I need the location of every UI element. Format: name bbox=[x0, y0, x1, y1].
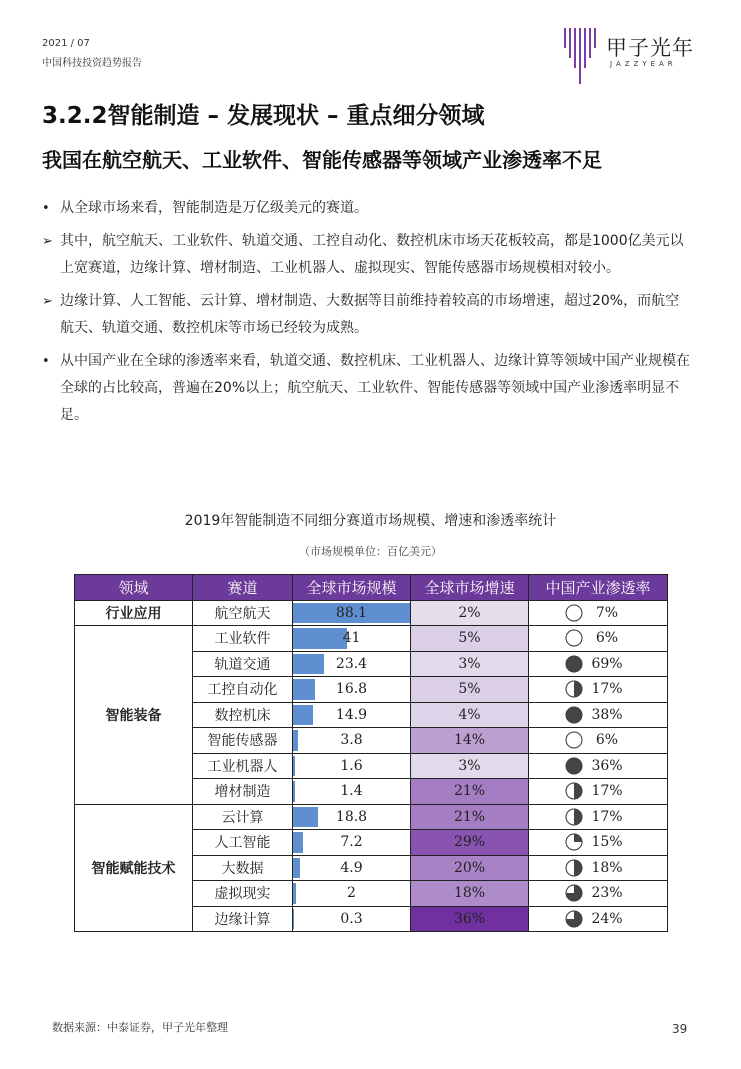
penetration-value: 69% bbox=[591, 655, 623, 672]
size-bar bbox=[293, 756, 295, 777]
growth-cell bbox=[411, 677, 529, 703]
harvey-ball-icon bbox=[565, 629, 583, 647]
header-growth: 全球市场增速 bbox=[411, 575, 529, 601]
report-date: 2021 / 07 bbox=[42, 38, 90, 49]
page-title: 3.2.2智能制造 – 发展现状 – 重点细分领域 bbox=[42, 103, 485, 129]
harvey-ball-icon bbox=[565, 859, 583, 877]
penetration-value: 17% bbox=[591, 808, 623, 825]
size-value: 3.8 bbox=[340, 732, 363, 749]
harvey-ball-icon bbox=[565, 604, 583, 622]
growth-cell bbox=[411, 728, 529, 754]
penetration-cell bbox=[529, 728, 668, 754]
growth-value: 4% bbox=[458, 706, 481, 723]
harvey-ball-icon bbox=[565, 655, 583, 673]
track-cell: 工控自动化 bbox=[193, 677, 293, 703]
penetration-value: 6% bbox=[595, 630, 619, 647]
track-cell: 航空航天 bbox=[193, 600, 293, 626]
bullet-item bbox=[42, 228, 692, 282]
harvey-ball-icon bbox=[565, 808, 583, 826]
track-cell: 边缘计算 bbox=[193, 906, 293, 932]
harvey-ball-icon bbox=[565, 680, 583, 698]
penetration-value: 24% bbox=[591, 910, 623, 927]
size-cell bbox=[293, 626, 411, 652]
track-cell: 云计算 bbox=[193, 804, 293, 830]
logo-bars-icon bbox=[562, 24, 602, 84]
harvey-ball-icon bbox=[565, 731, 583, 749]
size-cell bbox=[293, 779, 411, 805]
penetration-cell bbox=[529, 702, 668, 728]
penetration-value: 23% bbox=[591, 885, 623, 902]
bullet-marker: • bbox=[42, 201, 50, 216]
growth-value: 2% bbox=[458, 604, 481, 621]
bullet-item bbox=[42, 348, 692, 429]
growth-cell bbox=[411, 626, 529, 652]
size-bar bbox=[293, 730, 298, 751]
track-cell: 轨道交通 bbox=[193, 651, 293, 677]
bullet-text: 其中，航空航天、工业软件、轨道交通、工控自动化、数控机床市场天花板较高，都是1000亿美元以上宽赛道，边缘计算、增材制造、工业机器人、虚拟现实、智能传感器市场规模相对较小。 bbox=[60, 233, 684, 276]
size-cell bbox=[293, 753, 411, 779]
penetration-value: 17% bbox=[591, 681, 623, 698]
report-name: 中国科技投资趋势报告 bbox=[42, 58, 142, 69]
table-unit: （市场规模单位：百亿美元） bbox=[299, 545, 442, 558]
penetration-value: 7% bbox=[595, 604, 619, 621]
growth-cell bbox=[411, 881, 529, 907]
penetration-value: 6% bbox=[595, 732, 619, 749]
bullet-list bbox=[42, 195, 692, 435]
size-value: 2 bbox=[347, 885, 356, 902]
penetration-cell bbox=[529, 855, 668, 881]
size-value: 7.2 bbox=[340, 834, 363, 851]
size-bar bbox=[293, 654, 324, 675]
size-cell bbox=[293, 651, 411, 677]
domain-cell: 行业应用 bbox=[75, 600, 193, 626]
bullet-text: 从中国产业在全球的渗透率来看，轨道交通、数控机床、工业机器人、边缘计算等领域中国产业规模在全球的占比较高，普遍在20%以上；航空航天、工业软件、智能传感器等领域中国产业渗透率明显不足。 bbox=[60, 353, 690, 423]
bullet-text: 边缘计算、人工智能、云计算、增材制造、大数据等目前维持着较高的市场增速，超过20%，而航空航天、轨道交通、数控机床等市场已经较为成熟。 bbox=[60, 293, 680, 336]
size-bar bbox=[293, 832, 303, 853]
penetration-value: 17% bbox=[591, 783, 623, 800]
table-row bbox=[75, 600, 668, 626]
size-bar bbox=[293, 679, 315, 700]
size-bar bbox=[293, 883, 296, 904]
header-track: 赛道 bbox=[193, 575, 293, 601]
bullet-marker: ➢ bbox=[42, 294, 53, 309]
header-domain: 领域 bbox=[75, 575, 193, 601]
growth-cell bbox=[411, 830, 529, 856]
size-cell bbox=[293, 830, 411, 856]
growth-value: 36% bbox=[453, 910, 486, 927]
size-cell bbox=[293, 728, 411, 754]
domain-cell: 智能赋能技术 bbox=[75, 804, 193, 932]
harvey-ball-icon bbox=[565, 884, 583, 902]
growth-value: 14% bbox=[453, 732, 486, 749]
header-penetration: 中国产业渗透率 bbox=[529, 575, 668, 601]
size-value: 1.6 bbox=[340, 757, 363, 774]
size-bar bbox=[293, 628, 347, 649]
table-title: 2019年智能制造不同细分赛道市场规模、增速和渗透率统计 bbox=[184, 513, 557, 529]
size-cell bbox=[293, 881, 411, 907]
market-table bbox=[74, 574, 668, 932]
penetration-cell bbox=[529, 830, 668, 856]
penetration-cell bbox=[529, 881, 668, 907]
size-value: 88.1 bbox=[335, 604, 368, 621]
growth-cell bbox=[411, 600, 529, 626]
harvey-ball-icon bbox=[565, 910, 583, 928]
growth-value: 5% bbox=[458, 681, 481, 698]
growth-value: 5% bbox=[458, 630, 481, 647]
size-cell bbox=[293, 906, 411, 932]
growth-value: 29% bbox=[453, 834, 486, 851]
growth-value: 21% bbox=[453, 783, 486, 800]
harvey-ball-icon bbox=[565, 833, 583, 851]
growth-cell bbox=[411, 753, 529, 779]
size-bar bbox=[293, 705, 313, 726]
track-cell: 数控机床 bbox=[193, 702, 293, 728]
size-value: 41 bbox=[342, 630, 361, 647]
track-cell: 虚拟现实 bbox=[193, 881, 293, 907]
growth-cell bbox=[411, 702, 529, 728]
penetration-cell bbox=[529, 677, 668, 703]
size-value: 0.3 bbox=[340, 910, 363, 927]
track-cell: 工业软件 bbox=[193, 626, 293, 652]
bullet-marker: ➢ bbox=[42, 234, 53, 249]
track-cell: 增材制造 bbox=[193, 779, 293, 805]
penetration-cell bbox=[529, 626, 668, 652]
penetration-value: 18% bbox=[591, 859, 623, 876]
size-cell bbox=[293, 855, 411, 881]
size-bar bbox=[293, 781, 295, 802]
track-cell: 人工智能 bbox=[193, 830, 293, 856]
size-cell bbox=[293, 677, 411, 703]
growth-cell bbox=[411, 651, 529, 677]
growth-value: 3% bbox=[458, 757, 481, 774]
size-value: 14.9 bbox=[335, 706, 368, 723]
penetration-cell bbox=[529, 779, 668, 805]
track-cell: 大数据 bbox=[193, 855, 293, 881]
data-source: 数据来源：中泰证券，甲子光年整理 bbox=[52, 1021, 228, 1034]
size-cell bbox=[293, 702, 411, 728]
growth-cell bbox=[411, 855, 529, 881]
size-value: 4.9 bbox=[340, 859, 363, 876]
harvey-ball-icon bbox=[565, 757, 583, 775]
header-size: 全球市场规模 bbox=[293, 575, 411, 601]
page-number: 39 bbox=[672, 1022, 688, 1036]
growth-cell bbox=[411, 804, 529, 830]
bullet-marker: • bbox=[42, 354, 50, 369]
size-value: 1.4 bbox=[340, 783, 363, 800]
table-row bbox=[75, 804, 668, 830]
growth-value: 3% bbox=[458, 655, 481, 672]
growth-cell bbox=[411, 906, 529, 932]
table-row bbox=[75, 626, 668, 652]
penetration-cell bbox=[529, 804, 668, 830]
size-cell bbox=[293, 600, 411, 626]
logo bbox=[562, 24, 712, 84]
penetration-value: 36% bbox=[591, 757, 623, 774]
bullet-item bbox=[42, 288, 692, 342]
logo-cn: 甲子光年 bbox=[606, 36, 694, 60]
penetration-value: 38% bbox=[591, 706, 623, 723]
size-value: 16.8 bbox=[335, 681, 368, 698]
page-subtitle: 我国在航空航天、工业软件、智能传感器等领域产业渗透率不足 bbox=[42, 148, 602, 172]
growth-value: 21% bbox=[453, 808, 486, 825]
track-cell: 工业机器人 bbox=[193, 753, 293, 779]
bullet-text: 从全球市场来看，智能制造是万亿级美元的赛道。 bbox=[60, 200, 368, 216]
table-body bbox=[75, 600, 668, 932]
size-value: 18.8 bbox=[335, 808, 368, 825]
harvey-ball-icon bbox=[565, 706, 583, 724]
size-value: 23.4 bbox=[335, 655, 368, 672]
harvey-ball-icon bbox=[565, 782, 583, 800]
logo-en: JAZZYEAR bbox=[610, 60, 677, 68]
growth-value: 18% bbox=[453, 885, 486, 902]
growth-cell bbox=[411, 779, 529, 805]
bullet-item bbox=[42, 195, 692, 222]
growth-value: 20% bbox=[453, 859, 486, 876]
size-bar bbox=[293, 807, 318, 828]
penetration-value: 15% bbox=[591, 834, 623, 851]
penetration-cell bbox=[529, 753, 668, 779]
domain-cell: 智能装备 bbox=[75, 626, 193, 805]
penetration-cell bbox=[529, 651, 668, 677]
penetration-cell bbox=[529, 906, 668, 932]
size-cell bbox=[293, 804, 411, 830]
size-bar bbox=[293, 858, 300, 879]
penetration-cell bbox=[529, 600, 668, 626]
track-cell: 智能传感器 bbox=[193, 728, 293, 754]
table-header-row bbox=[75, 575, 668, 601]
